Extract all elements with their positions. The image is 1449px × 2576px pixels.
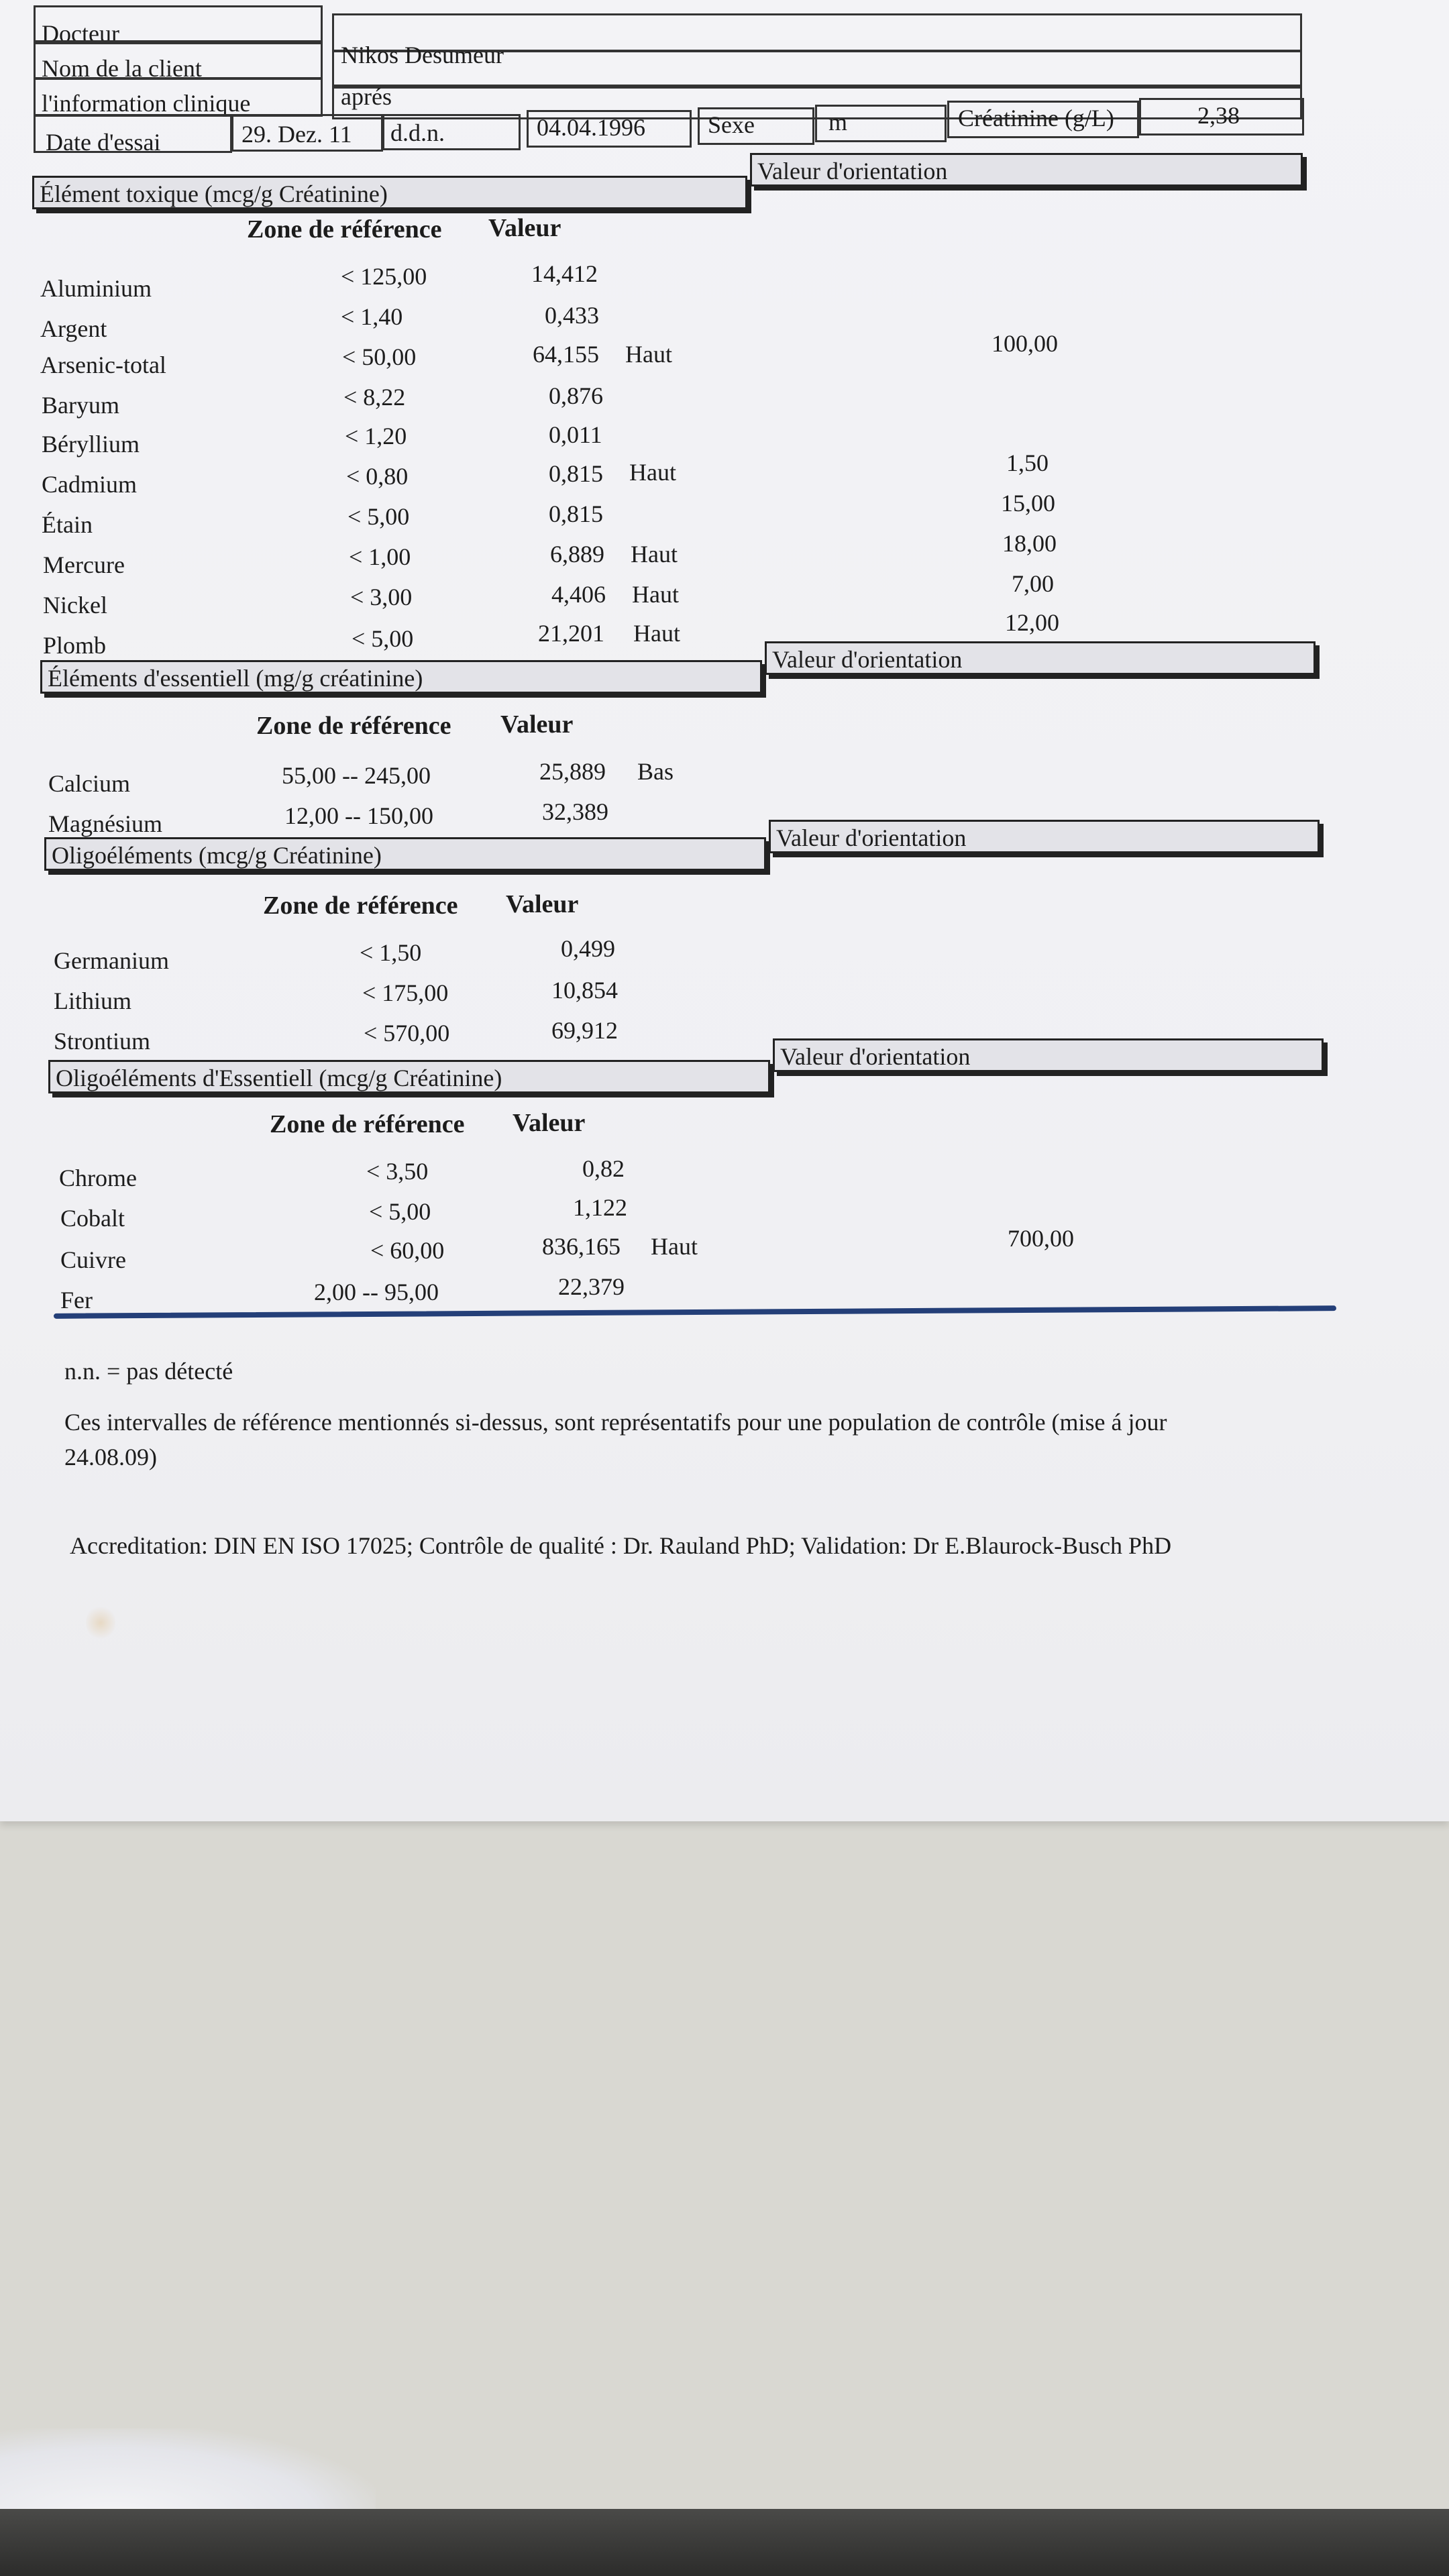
- orientation-label: Valeur d'orientation: [780, 1043, 971, 1070]
- zone-label: Zone de référence: [270, 1110, 465, 1138]
- client-value: Nikos Desumeur: [341, 42, 504, 68]
- reference-range: < 0,80: [346, 463, 409, 490]
- element-name: Strontium: [54, 1028, 151, 1055]
- section-essential-title: Éléments d'essentiell (mg/g créatinine): [48, 665, 423, 692]
- reference-range: < 1,50: [360, 939, 422, 966]
- status-flag: Haut: [625, 341, 672, 368]
- status-flag: Bas: [637, 758, 674, 785]
- status-flag: Haut: [631, 541, 678, 568]
- element-name: Nickel: [43, 592, 107, 619]
- orientation-value: 1,50: [1006, 449, 1049, 476]
- orientation-label: Valeur d'orientation: [772, 646, 963, 673]
- measured-value: 0,433: [545, 302, 599, 329]
- reference-range: 12,00 -- 150,00: [284, 802, 433, 829]
- value-label: Valeur: [488, 214, 561, 242]
- measured-value: 21,201: [538, 620, 604, 647]
- section-essential-trace-title: Oligoéléments d'Essentiell (mcg/g Créatinine): [56, 1065, 502, 1091]
- measured-value: 1,122: [573, 1194, 627, 1221]
- docteur-label: Docteur: [42, 20, 119, 47]
- orientation-label: Valeur d'orientation: [757, 158, 948, 184]
- orientation-label: Valeur d'orientation: [776, 824, 967, 851]
- reference-range: < 175,00: [362, 979, 449, 1006]
- element-name: Calcium: [48, 770, 130, 797]
- measured-value: 22,379: [558, 1273, 625, 1300]
- reference-range: < 125,00: [341, 263, 427, 290]
- creat-label: Créatinine (g/L): [958, 105, 1114, 131]
- element-name: Argent: [40, 315, 107, 342]
- client-label: Nom de la client: [42, 55, 202, 82]
- element-name: Chrome: [59, 1165, 137, 1191]
- status-flag: Haut: [632, 581, 679, 608]
- status-flag: Haut: [651, 1233, 698, 1260]
- element-name: Fer: [60, 1287, 93, 1313]
- reference-range: < 5,00: [347, 503, 410, 530]
- reference-note-line1: Ces intervalles de référence mentionnés si-dessus, sont représentatifs pour une population de contrôle (mise á jour: [64, 1409, 1167, 1436]
- section-essential-trace-orientation-header: [773, 1038, 1324, 1072]
- orientation-value: 12,00: [1005, 609, 1059, 636]
- measured-value: 14,412: [531, 260, 598, 287]
- element-name: Arsenic-total: [40, 352, 166, 378]
- orientation-value: 18,00: [1002, 530, 1057, 557]
- element-name: Magnésium: [48, 810, 162, 837]
- section-trace-orientation-header: [769, 820, 1320, 853]
- date-value: 29. Dez. 11: [241, 121, 352, 148]
- element-name: Cobalt: [60, 1205, 125, 1232]
- section-essential-orientation-header: [765, 641, 1316, 675]
- accreditation-note: Accreditation: DIN EN ISO 17025; Contrôle de qualité : Dr. Rauland PhD; Validation: Dr E.Blaurock-Busch PhD: [70, 1532, 1172, 1559]
- measured-value: 0,815: [549, 460, 603, 487]
- nn-note: n.n. = pas détecté: [64, 1358, 233, 1385]
- reference-range: < 1,00: [349, 543, 411, 570]
- reference-range: < 8,22: [343, 384, 406, 411]
- section-toxic-orientation-header: [750, 153, 1303, 186]
- orientation-value: 15,00: [1001, 490, 1055, 517]
- date-label: Date d'essai: [46, 129, 161, 156]
- measured-value: 10,854: [551, 977, 618, 1004]
- reference-range: < 60,00: [370, 1237, 445, 1264]
- measured-value: 836,165: [542, 1233, 621, 1260]
- zone-label: Zone de référence: [247, 215, 442, 244]
- orientation-value: 700,00: [1008, 1225, 1074, 1252]
- measured-value: 25,889: [539, 758, 606, 785]
- sexe-value: m: [828, 109, 848, 136]
- measured-value: 6,889: [550, 541, 604, 568]
- reference-range: 55,00 -- 245,00: [282, 762, 431, 789]
- element-name: Baryum: [42, 392, 119, 419]
- element-name: Plomb: [43, 632, 107, 659]
- orientation-value: 100,00: [991, 330, 1058, 357]
- section-divider: [54, 1305, 1336, 1319]
- measured-value: 32,389: [542, 798, 608, 825]
- sexe-label: Sexe: [708, 111, 755, 138]
- reference-note-line2: 24.08.09): [64, 1444, 157, 1470]
- reference-range: < 5,00: [352, 625, 414, 652]
- section-toxic-title: Élément toxique (mcg/g Créatinine): [40, 180, 388, 207]
- measured-value: 0,815: [549, 500, 603, 527]
- element-name: Aluminium: [40, 275, 152, 302]
- value-label: Valeur: [506, 890, 579, 918]
- creat-value: 2,38: [1197, 102, 1240, 129]
- info-value: aprés: [341, 83, 392, 110]
- reference-range: < 1,20: [345, 423, 407, 449]
- reference-range: < 3,50: [366, 1158, 429, 1185]
- measured-value: 64,155: [533, 341, 599, 368]
- section-essential-trace-header: [48, 1060, 770, 1093]
- info-label: l'information clinique: [42, 90, 251, 117]
- measured-value: 0,499: [561, 935, 615, 962]
- value-label: Valeur: [500, 710, 574, 739]
- element-name: Cadmium: [42, 471, 137, 498]
- measured-value: 0,82: [582, 1155, 625, 1182]
- value-label: Valeur: [513, 1109, 586, 1137]
- desk-edge: [0, 2509, 1449, 2576]
- measured-value: 4,406: [551, 581, 606, 608]
- reference-range: < 50,00: [342, 343, 417, 370]
- status-flag: Haut: [629, 459, 676, 486]
- ddn-label: d.d.n.: [390, 119, 445, 146]
- reference-range: < 3,00: [350, 584, 413, 610]
- reference-range: < 570,00: [364, 1020, 450, 1046]
- reference-range: 2,00 -- 95,00: [314, 1279, 439, 1305]
- section-toxic-header: [32, 176, 747, 209]
- reference-range: < 1,40: [341, 303, 403, 330]
- orientation-value: 7,00: [1012, 570, 1054, 597]
- ddn-value: 04.04.1996: [537, 114, 645, 141]
- zone-label: Zone de référence: [263, 892, 458, 920]
- measured-value: 0,876: [549, 382, 603, 409]
- section-essential-header: [40, 660, 762, 694]
- measured-value: 69,912: [551, 1017, 618, 1044]
- reference-range: < 5,00: [369, 1198, 431, 1225]
- paper-stain: [86, 1605, 115, 1641]
- element-name: Lithium: [54, 987, 131, 1014]
- element-name: Mercure: [43, 551, 125, 578]
- element-name: Cuivre: [60, 1246, 126, 1273]
- element-name: Béryllium: [42, 431, 140, 458]
- measured-value: 0,011: [549, 421, 602, 448]
- element-name: Germanium: [54, 947, 169, 974]
- element-name: Étain: [42, 511, 93, 538]
- zone-label: Zone de référence: [256, 712, 451, 740]
- section-trace-header: [44, 837, 766, 871]
- section-trace-title: Oligoéléments (mcg/g Créatinine): [52, 842, 382, 869]
- status-flag: Haut: [633, 620, 680, 647]
